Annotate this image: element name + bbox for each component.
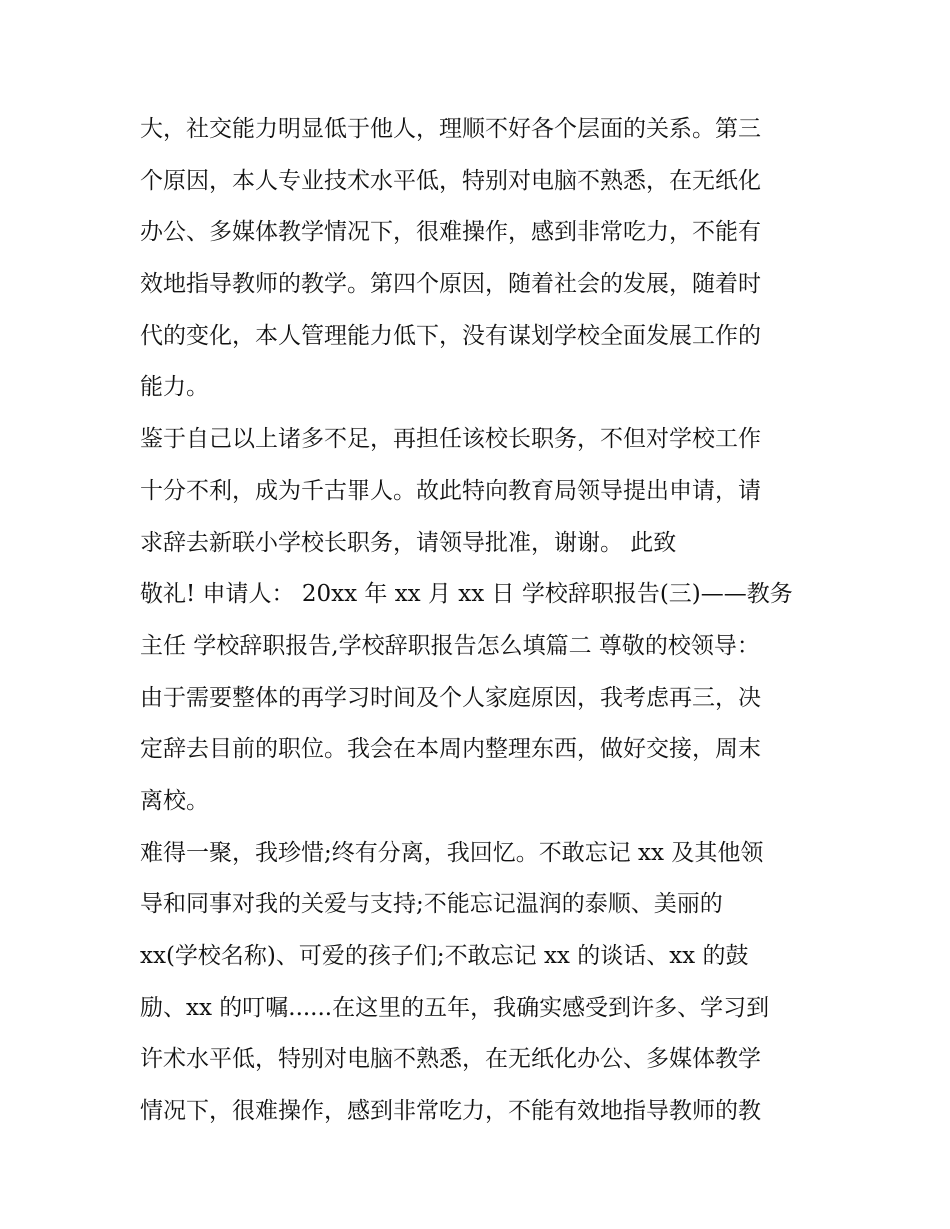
- text-line: 十分不利，成为千古罪人。故此特向教育局领导提出申请，请: [140, 477, 761, 504]
- text-line: 办公、多媒体教学情况下，很难操作，感到非常吃力，不能有: [140, 219, 761, 246]
- text-line: 励、xx 的叮嘱......在这里的五年，我确实感受到许多、学习到: [140, 994, 770, 1021]
- text-line: 由于需要整体的再学习时间及个人家庭原因，我考虑再三，决: [140, 684, 761, 711]
- text-line: 能力。: [140, 374, 209, 401]
- text-line: 离校。: [140, 787, 209, 814]
- body-text: [140, 104, 830, 1138]
- text-line: 求辞去新联小学校长职务，请领导批准，谢谢。 此致: [140, 529, 677, 556]
- text-line: 定辞去目前的职位。我会在本周内整理东西，做好交接，周末: [140, 736, 761, 763]
- text-line: 大，社交能力明显低于他人，理顺不好各个层面的关系。第三: [140, 116, 761, 142]
- text-line: 主任 学校辞职报告,学校辞职报告怎么填篇二 尊敬的校领导：: [140, 632, 760, 659]
- text-line: xx(学校名称)、可爱的孩子们;不敢忘记 xx 的谈话、xx 的鼓: [140, 943, 749, 969]
- text-line: 代的变化，本人管理能力低下，没有谋划学校全面发展工作的: [140, 322, 761, 349]
- text-line: 许术水平低，特别对电脑不熟悉，在无纸化办公、多媒体教学: [140, 1046, 761, 1073]
- text-line: 导和同事对我的关爱与支持;不能忘记温润的泰顺、美丽的: [140, 891, 723, 918]
- text-line: 效地指导教师的教学。第四个原因，随着社会的发展，随着时: [140, 271, 761, 298]
- text-line: 鉴于自己以上诸多不足，再担任该校长职务，不但对学校工作: [140, 426, 761, 453]
- text-line: 情况下，很难操作，感到非常吃力，不能有效地指导教师的教: [140, 1098, 761, 1125]
- text-line: 难得一聚，我珍惜;终有分离，我回忆。不敢忘记 xx 及其他领: [140, 839, 764, 866]
- text-line: 个原因，本人专业技术水平低，特别对电脑不熟悉，在无纸化: [140, 167, 761, 194]
- text-line: 敬礼! 申请人： 20xx 年 xx 月 xx 日 学校辞职报告(三)——教务: [140, 581, 793, 608]
